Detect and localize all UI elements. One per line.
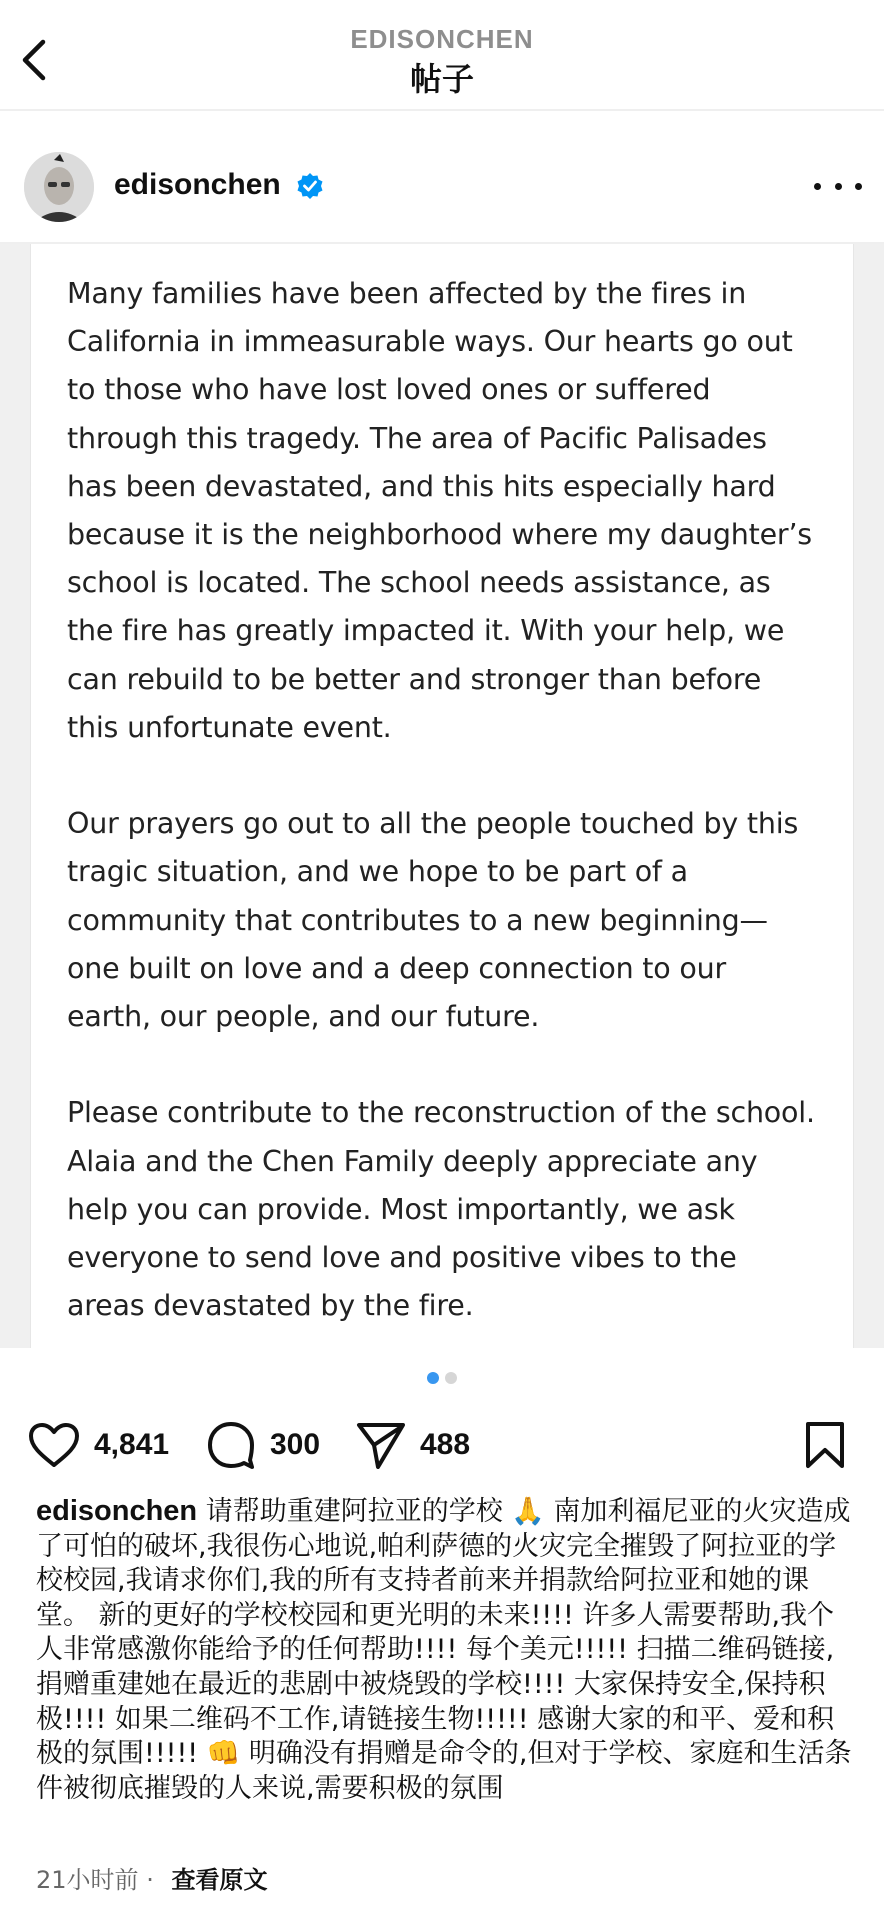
post-username[interactable]: edisonchen	[114, 168, 281, 201]
carousel-dot	[445, 1372, 457, 1384]
share-count: 488	[420, 1428, 471, 1461]
share-button[interactable]	[356, 1418, 470, 1472]
carousel-dot-active	[427, 1372, 439, 1384]
caption-username[interactable]: edisonchen	[36, 1495, 198, 1527]
action-bar	[0, 1410, 884, 1480]
post-timestamp: 21小时前	[36, 1866, 139, 1894]
slide-paragraph-2: Our prayers go out to all the people touched by this tragic situation, and we hope to be part of a community that contributes to a new beginning—one built on love and a deep connection to our earth, our people, and our future.	[67, 807, 799, 1034]
top-nav-bar	[0, 0, 884, 110]
more-dot-icon	[814, 183, 821, 190]
comment-count: 300	[270, 1428, 321, 1461]
comment-button[interactable]	[206, 1418, 320, 1472]
slide-paragraph-1: Many families have been affected by the fires in California in immeasurable ways. Our hearts go out to those who have lost loved ones or suffered through this tragedy. The area of Pacific Palisades has been devastated, and this hits especially hard because it is the neighborhood where my daughter’s school is located. The school needs assistance, as the fire has greatly impacted it. With your help, we can rebuild to be better and stronger than before this unfortunate event.	[67, 277, 812, 744]
caption-text: 请帮助重建阿拉亚的学校 🙏 南加利福尼亚的火灾造成了可怕的破坏,我很伤心地说,帕利萨德的火灾完全摧毁了阿拉亚的学校校园,我请求你们,我的所有支持者前来并捐款给阿拉亚和她的课堂。 新的更好的学校校园和更光明的未来!!!! 许多人需要帮助,我个人非常感激你能给予的任何帮助!!!! 每个美元!!!!! 扫描二维码链接,捐赠重建她在最近的悲剧中被烧毁的学校!!!! 大家保持安全,保持积极!!!! 如果二维码不工作,请链接生物!!!!! 感谢大家的和平、爱和积极的氛围!!!!! 👊 明确没有捐赠是命令的,但对于学校、家庭和生活条件被彻底摧毁的人来说,需要积极的氛围	[36, 1496, 852, 1804]
post-meta	[36, 1860, 267, 1895]
more-options-button[interactable]	[814, 172, 862, 200]
post-image-slide	[30, 244, 854, 1348]
see-original-button[interactable]: 查看原文	[171, 1866, 268, 1894]
save-button[interactable]	[804, 1418, 846, 1472]
verified-badge-icon	[296, 172, 324, 200]
like-count: 4,841	[94, 1428, 170, 1461]
header-divider	[0, 109, 884, 111]
post-caption	[36, 1494, 856, 1806]
carousel-indicator	[0, 1372, 884, 1386]
comment-bubble-icon	[206, 1420, 256, 1470]
slide-paragraph-3: Please contribute to the reconstruction of the school. Alaia and the Chen Family deeply appreciate any help you can provide. Most importantly, we ask everyone to send love and positive vibes to the areas devastated by the fire.	[67, 1096, 815, 1323]
like-button[interactable]	[28, 1418, 169, 1472]
meta-separator: ·	[146, 1866, 154, 1894]
page-title: 帖子	[409, 60, 474, 98]
more-dot-icon	[835, 183, 842, 190]
heart-icon	[28, 1422, 80, 1468]
avatar[interactable]	[24, 152, 94, 222]
more-dot-icon	[855, 183, 862, 190]
avatar-portrait-icon	[24, 152, 94, 222]
post-header	[0, 112, 884, 242]
paper-plane-icon	[356, 1421, 406, 1469]
header-username: EDISONCHEN	[350, 24, 534, 54]
bookmark-icon	[804, 1421, 846, 1469]
post-media-carousel[interactable]	[0, 244, 884, 1348]
